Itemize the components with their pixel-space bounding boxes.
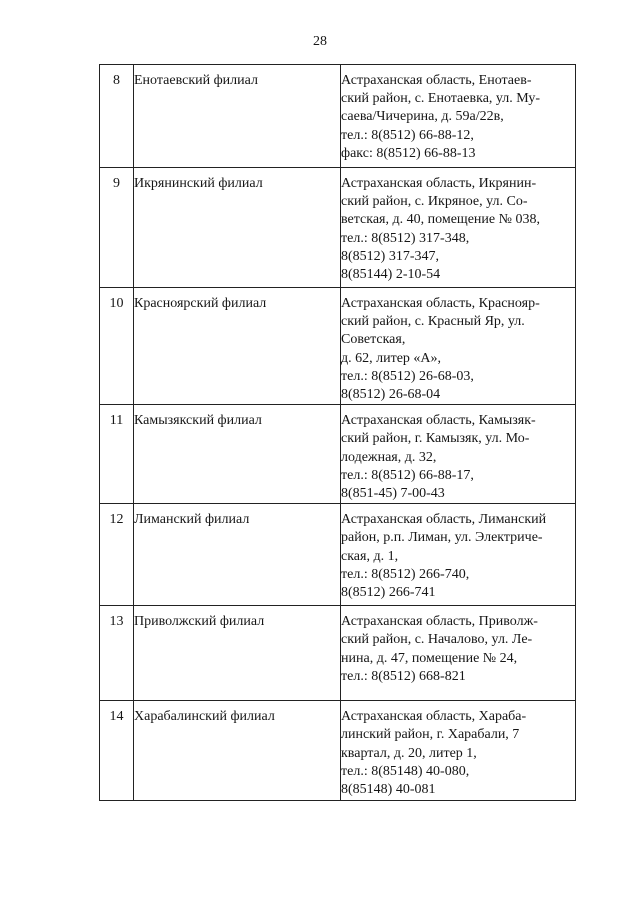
branch-address: [341, 606, 576, 701]
address-line: район, р.п. Лиман, ул. Электриче-: [341, 530, 543, 546]
row-number: 9: [100, 168, 134, 288]
address-line: 8(8512) 317-347,: [341, 248, 439, 264]
address-line: Астраханская область, Лиманский: [341, 512, 547, 528]
branch-name: Икрянинский филиал: [134, 168, 341, 288]
address-line: 8(85148) 40-081: [341, 782, 436, 798]
address-line: нина, д. 47, помещение № 24,: [341, 650, 518, 666]
address-line: ская, д. 1,: [341, 548, 399, 564]
branch-name: Приволжский филиал: [134, 606, 341, 701]
address-line: тел.: 8(8512) 66-88-17,: [341, 467, 474, 483]
address-line: тел.: 8(8512) 66-88-12,: [341, 127, 474, 143]
row-number: 13: [100, 606, 134, 701]
table-row: [100, 405, 576, 504]
address-line: 8(85144) 2-10-54: [341, 267, 441, 283]
row-number: 11: [100, 405, 134, 504]
address-line: Астраханская область, Енотаев-: [341, 73, 532, 88]
branch-address: [341, 168, 576, 288]
table-row: [100, 288, 576, 405]
address-line: ский район, с. Икряное, ул. Со-: [341, 194, 528, 210]
address-line: 8(8512) 266-741: [341, 585, 436, 601]
address-line: ский район, с. Началово, ул. Ле-: [341, 632, 533, 648]
address-line: линский район, г. Харабали, 7: [341, 727, 520, 743]
row-number: 8: [100, 65, 134, 168]
address-line: Астраханская область, Краснояр-: [341, 296, 540, 311]
address-line: ветская, д. 40, помещение № 038,: [341, 212, 540, 228]
address-line: тел.: 8(8512) 26-68-03,: [341, 368, 474, 384]
address-line: тел.: 8(8512) 266-740,: [341, 566, 470, 582]
branch-name: Красноярский филиал: [134, 288, 341, 405]
address-line: саева/Чичерина, д. 59а/22в,: [341, 109, 504, 125]
address-line: 8(8512) 26-68-04: [341, 387, 441, 403]
row-number: 14: [100, 701, 134, 801]
page-number: 28: [313, 34, 327, 49]
address-line: тел.: 8(8512) 317-348,: [341, 230, 470, 246]
branch-name: Енотаевский филиал: [134, 65, 341, 168]
branch-name: Лиманский филиал: [134, 504, 341, 606]
address-line: тел.: 8(85148) 40-080,: [341, 763, 470, 779]
branch-name: Камызякский филиал: [134, 405, 341, 504]
address-line: Астраханская область, Приволж-: [341, 614, 538, 630]
address-line: ский район, г. Камызяк, ул. Мо-: [341, 431, 530, 447]
address-line: тел.: 8(8512) 668-821: [341, 668, 466, 684]
branch-address: [341, 504, 576, 606]
address-line: Советская,: [341, 332, 406, 348]
branch-address: [341, 65, 576, 168]
row-number: 10: [100, 288, 134, 405]
row-number: 12: [100, 504, 134, 606]
table-row: [100, 168, 576, 288]
address-line: лодежная, д. 32,: [341, 449, 437, 465]
branches-table-body: [100, 65, 576, 801]
branch-address: [341, 701, 576, 801]
table-row: [100, 701, 576, 801]
address-line: квартал, д. 20, литер 1,: [341, 745, 477, 761]
table-row: [100, 504, 576, 606]
address-line: Астраханская область, Хараба-: [341, 709, 527, 725]
branch-name: Харабалинский филиал: [134, 701, 341, 801]
table-row: [100, 606, 576, 701]
address-line: факс: 8(8512) 66-88-13: [341, 145, 476, 161]
address-line: Астраханская область, Камызяк-: [341, 413, 536, 429]
branch-address: [341, 405, 576, 504]
address-line: д. 62, литер «А»,: [341, 350, 442, 366]
address-line: ский район, с. Енотаевка, ул. Му-: [341, 91, 541, 107]
table-row: [100, 65, 576, 168]
address-line: ский район, с. Красный Яр, ул.: [341, 314, 525, 330]
address-line: Астраханская область, Икрянин-: [341, 176, 537, 191]
address-line: 8(851-45) 7-00-43: [341, 486, 445, 502]
branch-address: [341, 288, 576, 405]
branches-table: [99, 64, 576, 801]
